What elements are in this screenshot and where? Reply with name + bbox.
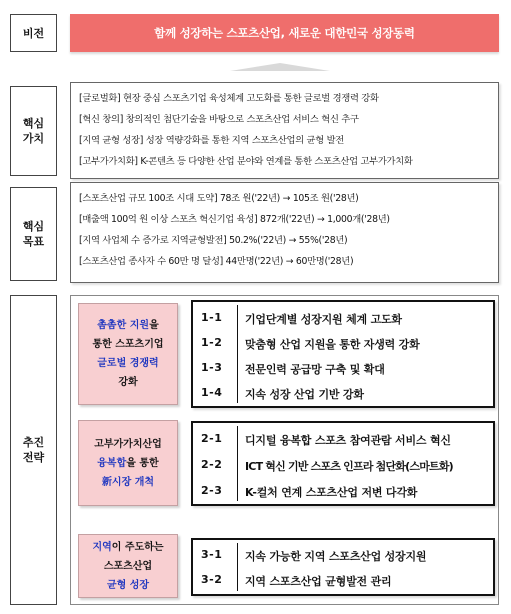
item-number: 1-1	[201, 311, 223, 324]
item-text: 맞춤형 산업 지원을 통한 자생력 강화	[245, 338, 420, 351]
vision-label: 비전	[10, 14, 57, 52]
strategy-item	[193, 357, 493, 381]
strategy-item	[193, 454, 493, 478]
title-line	[92, 538, 163, 557]
strategy-group-1-title	[78, 303, 178, 405]
core-value-item: [지역 균형 성장] 성장 역량강화를 통한 지역 스포츠산업의 균형 발전	[79, 135, 344, 146]
title-highlight: 지역	[92, 541, 112, 553]
item-number: 2-1	[201, 432, 223, 445]
title-text: 고부가가치산업	[94, 438, 162, 450]
strategy-group-3-title	[78, 534, 178, 598]
title-text: 이 주도하는	[111, 541, 164, 553]
core-value-item: [혁신 창의] 창의적인 첨단기술을 바탕으로 스포츠산업 서비스 혁신 추구	[79, 114, 359, 125]
strategy-group-2-title	[78, 420, 178, 506]
vision-banner: 함께 성장하는 스포츠산업, 새로운 대한민국 성장동력	[70, 14, 499, 52]
title-line	[102, 473, 154, 492]
strategy-group-3-items	[191, 538, 495, 596]
title-text: 스포츠산업	[103, 560, 153, 572]
title-highlight: 균형 성장	[106, 579, 150, 591]
strategy-group-2-items	[191, 421, 495, 506]
item-number: 3-2	[201, 573, 223, 586]
core-goal-item: [지역 사업체 수 증가로 지역균형발전] 50.2%('22년) → 55%('28년)	[79, 235, 348, 246]
strategy-group-1-items	[191, 300, 495, 408]
item-text: 지역 스포츠산업 균형발전 관리	[245, 575, 392, 588]
item-text: 지속 성장 산업 기반 강화	[245, 388, 364, 401]
item-number: 2-3	[201, 484, 223, 497]
core-goal-item: [매출액 100억 원 이상 스포츠 혁신기업 육성] 872개('22년) → 1,000개('28년)	[79, 214, 390, 225]
title-text: 을 통한	[126, 457, 159, 469]
item-text: 디지털 융복합 스포츠 참여관람 서비스 혁신	[245, 434, 451, 447]
title-line	[104, 557, 152, 576]
core-value-item: [글로벌화] 현장 중심 스포츠기업 육성체계 고도화를 통한 글로벌 경쟁력 강화	[79, 93, 379, 104]
title-line	[97, 454, 158, 473]
title-highlight: 촘촘한 지원	[97, 320, 150, 331]
strategy-item	[193, 428, 493, 452]
item-text: 기업단계별 성장지원 체계 고도화	[245, 313, 402, 326]
item-number: 1-3	[201, 361, 223, 374]
core-goals-box	[70, 182, 499, 283]
title-text: 통한 스포츠기업	[92, 339, 164, 350]
strategy-label: 추진 전략	[10, 295, 57, 605]
title-line	[97, 316, 158, 335]
title-line	[94, 435, 162, 454]
title-line	[118, 373, 137, 392]
title-highlight: 글로벌 경쟁력	[97, 358, 159, 369]
title-line	[107, 576, 149, 595]
item-text: 전문인력 공급망 구축 및 확대	[245, 363, 385, 376]
core-values-label: 핵심 가치	[10, 86, 57, 176]
title-line	[92, 335, 163, 354]
core-goals-label: 핵심 목표	[10, 187, 57, 281]
core-goal-item: [스포츠산업 종사자 수 60만 명 달성] 44만명('22년) → 60만명('28년)	[79, 256, 354, 267]
item-number: 2-2	[201, 458, 223, 471]
item-number: 1-2	[201, 336, 223, 349]
title-highlight: 新시장 개척	[101, 476, 155, 488]
item-text: ICT 혁신 기반 스포츠 인프라 첨단화(스마트화)	[245, 460, 453, 473]
strategy-item	[193, 480, 493, 504]
strategy-item	[193, 382, 493, 406]
title-text: 을	[149, 320, 159, 331]
title-highlight: 융복합	[97, 457, 127, 469]
core-goal-item: [스포츠산업 규모 100조 시대 도약] 78조 원('22년) → 105조 원('28년)	[79, 193, 359, 204]
item-number: 1-4	[201, 386, 223, 399]
item-number: 3-1	[201, 548, 223, 561]
down-arrow-icon	[230, 63, 330, 71]
title-text: 강화	[118, 377, 138, 388]
strategy-item	[193, 332, 493, 356]
item-text: 지속 가능한 지역 스포츠산업 성장지원	[245, 550, 427, 563]
strategy-item	[193, 544, 493, 568]
core-value-item: [고부가가치화] K-콘텐츠 등 다양한 산업 분야와 연계를 통한 스포츠산업 고부가가치화	[79, 156, 413, 167]
core-values-box	[70, 82, 499, 179]
title-line	[97, 354, 158, 373]
strategy-item	[193, 307, 493, 331]
strategy-panel	[70, 295, 499, 605]
strategy-item	[193, 569, 493, 593]
item-text: K-컬처 연계 스포츠산업 저변 다각화	[245, 486, 418, 499]
